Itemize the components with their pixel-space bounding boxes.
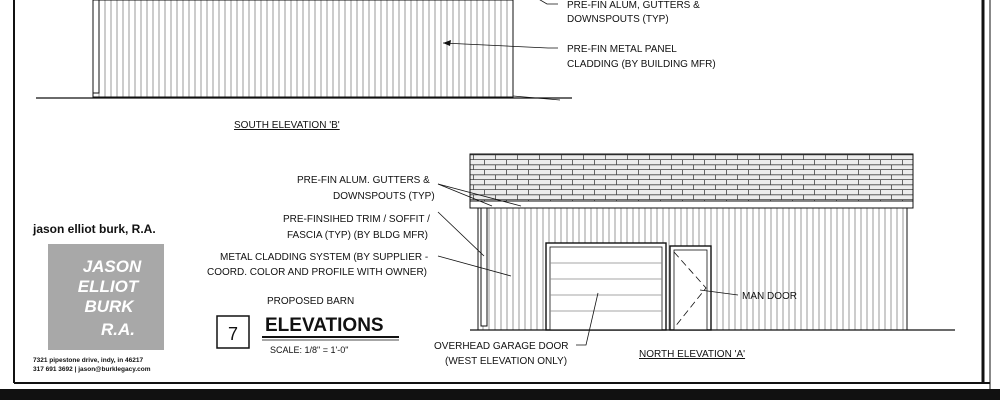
leader-trim-north	[438, 212, 484, 256]
sheet-number: 7	[227, 324, 239, 344]
roof-shingles	[470, 154, 913, 202]
note-gutters-south-1: PRE-FIN ALUM, GUTTERS &	[567, 0, 700, 11]
note-panel-south-1: PRE-FIN METAL PANEL	[567, 44, 677, 55]
drawing-subtitle: PROPOSED BARN	[267, 296, 355, 307]
note-gutters-north-1: PRE-FIN ALUM. GUTTERS &	[297, 175, 430, 186]
note-panel-south-2: CLADDING (BY BUILDING MFR)	[567, 59, 716, 70]
note-cladding-north-2: COORD. COLOR AND PROFILE WITH OWNER)	[207, 267, 428, 278]
note-trim-north-1: PRE-FINSIHED TRIM / SOFFIT /	[283, 214, 430, 225]
title-block	[32, 222, 399, 373]
logo-line-4: R.A.	[101, 320, 135, 339]
south-wall-cladding	[93, 0, 513, 97]
leader-gutters-south	[530, 0, 558, 4]
architect-address: 7321 pipestone drive, indy, in 46217	[33, 357, 144, 364]
sheet-number-box	[217, 316, 249, 348]
south-downspout	[93, 0, 99, 93]
note-garage-door-2: (WEST ELEVATION ONLY)	[445, 356, 568, 367]
logo-line-1: JASON	[82, 257, 142, 276]
note-garage-door-1: OVERHEAD GARAGE DOOR	[434, 341, 569, 352]
note-trim-north-2: FASCIA (TYP) (BY BLDG MFR)	[287, 230, 428, 241]
north-downspout	[481, 208, 487, 326]
south-elevation-title: SOUTH ELEVATION 'B'	[234, 120, 340, 131]
drawing-title: ELEVATIONS	[265, 315, 384, 336]
north-elevation-title: NORTH ELEVATION 'A'	[639, 349, 746, 360]
note-man-door: MAN DOOR	[742, 291, 797, 302]
drawing-scale: SCALE: 1/8" = 1'-0"	[270, 345, 349, 355]
architect-contact: 317 691 3692 | jason@burklegacy.com	[33, 366, 151, 373]
logo-line-3: BURK	[84, 297, 134, 316]
note-gutters-north-2: DOWNSPOUTS (TYP)	[333, 191, 435, 202]
architect-logo	[48, 244, 164, 350]
man-door	[670, 246, 711, 330]
south-elevation	[36, 0, 716, 131]
overhead-garage-door	[546, 243, 666, 330]
note-cladding-north-1: METAL CLADDING SYSTEM (BY SUPPLIER -	[220, 252, 429, 263]
note-gutters-south-2: DOWNSPOUTS (TYP)	[567, 14, 669, 25]
fascia-trim	[470, 201, 913, 208]
logo-line-2: ELLIOT	[77, 277, 139, 296]
architect-name: jason elliot burk, R.A.	[33, 222, 156, 236]
